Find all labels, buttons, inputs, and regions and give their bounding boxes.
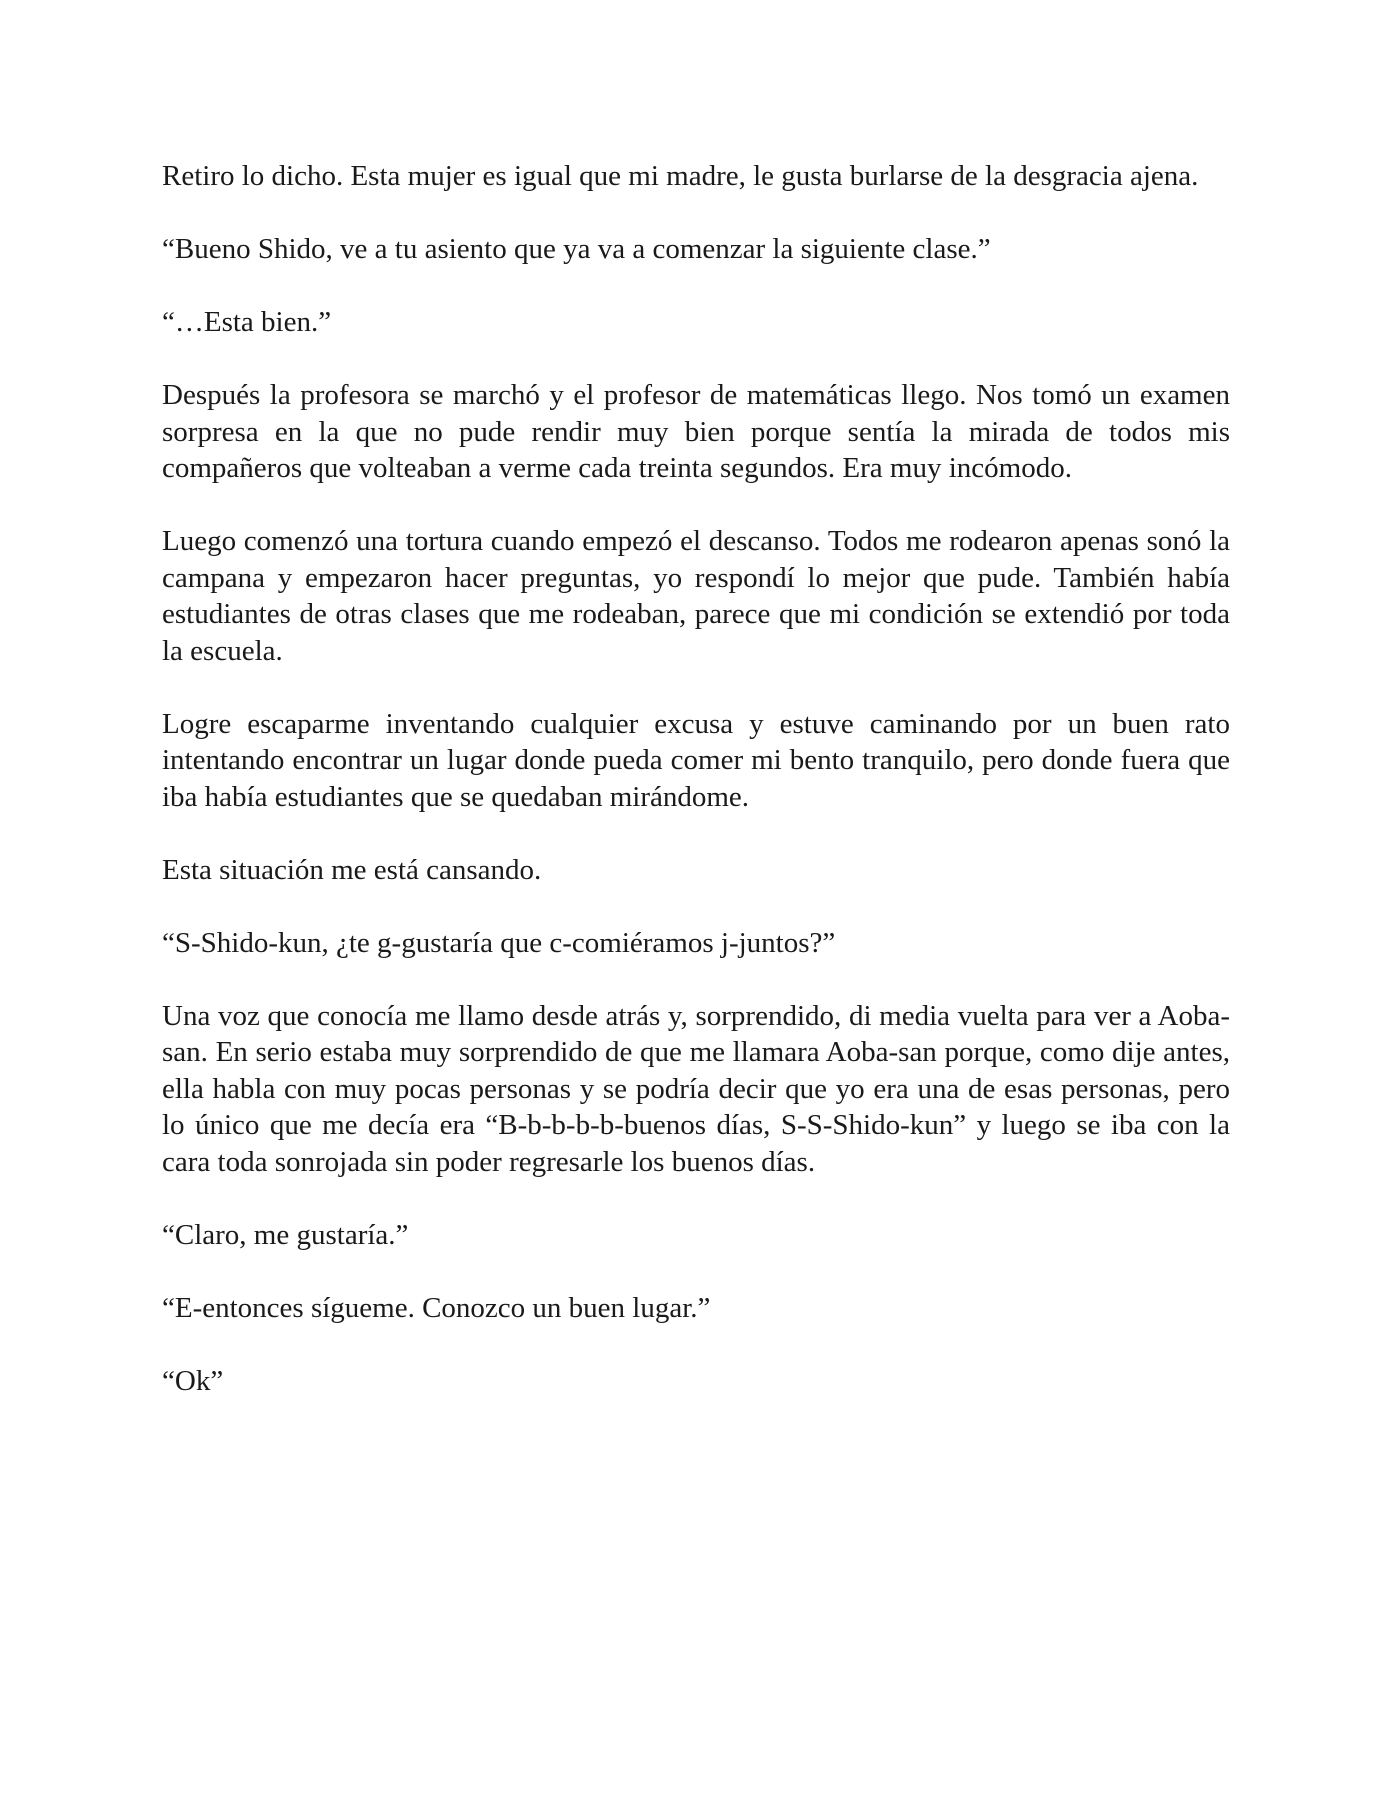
paragraph: Después la profesora se marchó y el profesor de matemáticas llego. Nos tomó un examen sorpresa en la que no pude rendir muy bien porque sentía la mirada de todos mis compañeros que volteaban a verme cada treinta segundos. Era muy incómodo.	[162, 379, 1230, 484]
paragraph: Retiro lo dicho. Esta mujer es igual que mi madre, le gusta burlarse de la desgracia ajena.	[162, 160, 1199, 192]
dialogue-line: “…Esta bien.”	[162, 306, 332, 338]
paragraph: Esta situación me está cansando.	[162, 853, 542, 886]
dialogue-line: “E-entonces sígueme. Conozco un buen lugar.”	[162, 1291, 711, 1324]
document-body	[162, 158, 1230, 1436]
paragraph: Una voz que conocía me llamo desde atrás y, sorprendido, di media vuelta para ver a Aoba-san. En serio estaba muy sorprendido de que me llamara Aoba-san porque, como dije antes, ella habla con muy pocas personas y se podría decir que yo era una de esas personas, pero lo único que me decía era “B-b-b-b-b-buenos días, S-S-Shido-kun” y luego se iba con la cara toda sonrojada sin poder regresarle los buenos días.	[162, 999, 1230, 1178]
dialogue-line: “Bueno Shido, ve a tu asiento que ya va a comenzar la siguiente clase.”	[162, 233, 991, 265]
dialogue-line: “Claro, me gustaría.”	[162, 1218, 409, 1251]
dialogue-line: “S-Shido-kun, ¿te g-gustaría que c-comiéramos j-juntos?”	[162, 926, 836, 959]
paragraph: Luego comenzó una tortura cuando empezó el descanso. Todos me rodearon apenas sonó la campana y empezaron hacer preguntas, yo respondí lo mejor que pude. También había estudiantes de otras clases que me rodeaban, parece que mi condición se extendió por toda la escuela.	[162, 525, 1230, 667]
dialogue-line: “Ok”	[162, 1364, 224, 1397]
paragraph: Logre escaparme inventando cualquier excusa y estuve caminando por un buen rato intentando encontrar un lugar donde pueda comer mi bento tranquilo, pero donde fuera que iba había estudiantes que se quedaban mirándome.	[162, 707, 1230, 813]
